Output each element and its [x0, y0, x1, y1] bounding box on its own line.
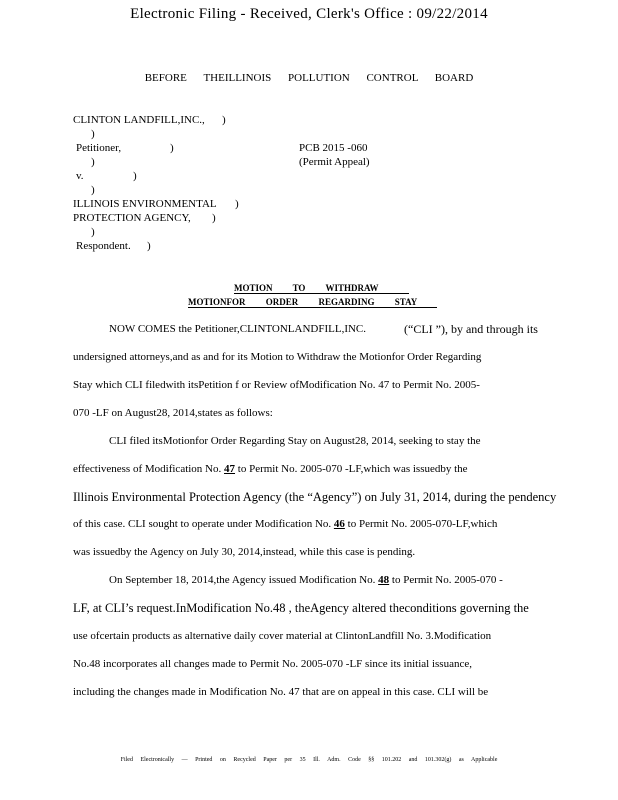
motion-title-line2: MOTIONFOR ORDER REGARDING STAY: [188, 297, 437, 308]
body-line: Illinois Environmental Protection Agency (the “Agency”) on July 31, 2014, during the pendency: [73, 490, 557, 504]
motion-title-line1: MOTION TO WITHDRAW: [234, 283, 409, 293]
caption-paren: ): [91, 156, 95, 168]
respondent-name-line2: PROTECTION AGENCY,: [73, 212, 191, 224]
modification-number: 48: [378, 574, 390, 586]
caption-paren: ): [235, 198, 239, 210]
body-line: undersigned attorneys,and as and for its Motion to Withdraw the Motionfor Order Regarding: [73, 351, 482, 363]
caption-paren: ): [91, 226, 95, 238]
body-line-fragment: (“CLI ”), by and through its: [404, 322, 538, 336]
modification-number: 47: [224, 463, 236, 475]
body-line: NOW COMES the Petitioner,CLINTONLANDFILL,INC.: [109, 323, 367, 335]
petitioner-label: Petitioner,: [76, 142, 122, 154]
body-line: of this case. CLI sought to operate under Modification No. 46 to Permit No. 2005-070-LF,which: [73, 518, 498, 530]
body-line: Stay which CLI filedwith itsPetition f or Review ofModification No. 47 to Permit No. 2005-: [73, 379, 480, 391]
respondent-label: Respondent.: [76, 240, 131, 252]
caption-paren: ): [170, 142, 174, 154]
petitioner-name: CLINTON LANDFILL,INC.,: [73, 114, 205, 126]
caption-paren: ): [133, 170, 137, 182]
caption-paren: ): [222, 114, 226, 126]
footer-recycled-notice: Filed Electronically — Printed on Recycled Paper per 35 Ill. Adm. Code §§ 101.202 and 101.302(g) as Applicable: [120, 757, 498, 763]
board-title: BEFORE THEILLINOIS POLLUTION CONTROL BOARD: [144, 72, 474, 84]
caption-paren: ): [91, 128, 95, 140]
pcb-case-number: PCB 2015 -060: [299, 142, 368, 154]
respondent-name-line1: ILLINOIS ENVIRONMENTAL: [73, 198, 217, 210]
filing-stamp-header: Electronic Filing - Received, Clerk's Office : 09/22/2014: [130, 6, 488, 22]
body-line: No.48 incorporates all changes made to Permit No. 2005-070 -LF since its initial issuance,: [73, 658, 472, 670]
body-line: 070 -LF on August28, 2014,states as follows:: [73, 407, 273, 419]
body-line: CLI filed itsMotionfor Order Regarding Stay on August28, 2014, seeking to stay the: [109, 435, 481, 447]
versus-label: v.: [76, 170, 84, 182]
permit-appeal-label: (Permit Appeal): [299, 156, 370, 168]
body-line: was issuedby the Agency on July 30, 2014,instead, while this case is pending.: [73, 546, 416, 558]
body-line: LF, at CLI’s request.InModification No.48 , theAgency altered theconditions governing the: [73, 601, 529, 615]
body-line: use ofcertain products as alternative daily cover material at ClintonLandfill No. 3.Modification: [73, 630, 492, 642]
body-line: including the changes made in Modification No. 47 that are on appeal in this case. CLI will be: [73, 686, 489, 698]
body-line: effectiveness of Modification No. 47 to Permit No. 2005-070 -LF,which was issuedby the: [73, 463, 468, 475]
caption-paren: ): [91, 184, 95, 196]
modification-number: 46: [333, 518, 345, 530]
caption-paren: ): [212, 212, 216, 224]
caption-paren: ): [147, 240, 151, 252]
body-line: On September 18, 2014,the Agency issued Modification No. 48 to Permit No. 2005-070 -: [109, 574, 503, 586]
